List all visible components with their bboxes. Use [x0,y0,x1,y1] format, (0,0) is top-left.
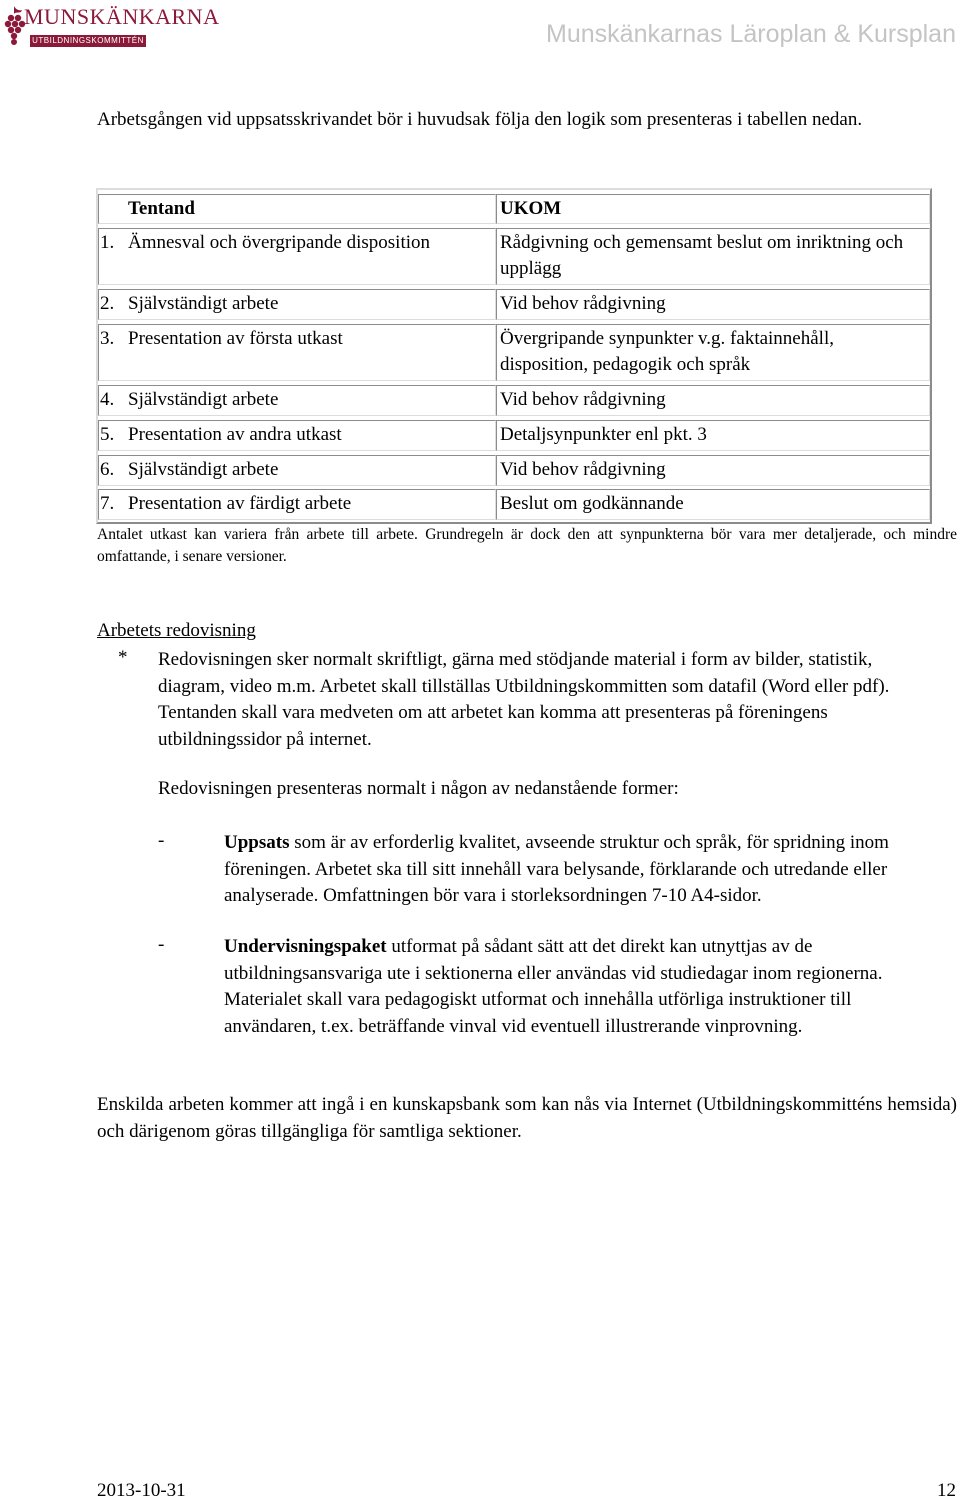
step-number: 3. [100,328,115,349]
column-header-tentand: Tentand [128,198,195,219]
term-undervisningspaket: Undervisningspaket [224,936,387,957]
logo [2,2,220,54]
table-note: Antalet utkast kan variera från arbete till arbete. Grundregeln är dock den att synpunkterna bör vara mer detaljerade, och mindre omfattande, i senare versioner. [97,526,957,565]
list-dash: - [158,934,165,955]
forms-intro: Redovisningen presenteras normalt i någon av nedanstående former: [158,778,679,799]
bullet-star: * [118,647,128,668]
step-tentand: Ämnesval och övergripande disposition [128,232,431,253]
step-number: 2. [100,293,115,314]
text-undervisningspaket: utformat på sådant sätt att det direkt kan utnyttjas av de utbildningsansvariga ute i sektionerna eller användas vid studiedagar inom regionerna. Materialet skall vara pedagogiskt utformat och innehålla utförliga instruktioner till användaren, t.ex. beträffande vinval vid eventuell illustrerande vinprovning. [224,936,883,1037]
list-item-undervisningspaket [224,934,914,1040]
step-tentand: Självständigt arbete [128,459,279,480]
step-tentand: Självständigt arbete [128,293,279,314]
section-title: Arbetets redovisning [97,620,256,641]
logo-text: MUNSKÄNKARNA [24,4,220,29]
step-ukom: Vid behov rådgivning [500,389,666,410]
step-number: 7. [100,493,115,514]
step-number: 1. [100,232,115,253]
list-dash: - [158,830,165,851]
step-ukom: Beslut om godkännande [500,493,684,514]
step-ukom: Detaljsynpunkter enl pkt. 3 [500,424,707,445]
step-tentand: Självständigt arbete [128,389,279,410]
step-ukom: Vid behov rådgivning [500,459,666,480]
step-tentand: Presentation av första utkast [128,328,343,349]
footer-date: 2013-10-31 [97,1480,186,1501]
step-number: 5. [100,424,115,445]
logo-subtitle: UTBILDNINGSKOMMITTÉN [30,35,146,47]
step-number: 6. [100,459,115,480]
page-number: 12 [937,1480,956,1501]
step-number: 4. [100,389,115,410]
text-uppsats: som är av erforderlig kvalitet, avseende struktur och språk, för spridning inom föreningen. Arbetet ska till sitt innehåll vara belysande, förklarande och utredande eller analyserade. Omfattningen bör vara i storleksordningen 7-10 A4-sidor. [224,832,889,906]
step-tentand: Presentation av andra utkast [128,424,342,445]
header-title: Munskänkarnas Läroplan & Kursplan [546,20,956,48]
step-tentand: Presentation av färdigt arbete [128,493,352,514]
term-uppsats: Uppsats [224,832,290,853]
step-ukom: Vid behov rådgivning [500,293,666,314]
closing-paragraph: Enskilda arbeten kommer att ingå i en kunskapsbank som kan nås via Internet (Utbildningskommitténs hemsida) och därigenom göras tillgängliga för samtliga sektioner. [97,1094,957,1142]
presentation-paragraph: Redovisningen sker normalt skriftligt, gärna med stödjande material i form av bilder, statistik, diagram, video m.m. Arbetet skall tillställas Utbildningskommitten som datafil (Word eller pdf). Tentanden skall vara medveten om att arbetet kan komma att presenteras på föreningens utbildningssidor på internet. [158,649,890,750]
list-item-uppsats [224,830,914,910]
step-ukom: Rådgivning och gemensamt beslut om inriktning och upplägg [500,232,904,279]
step-ukom: Övergripande synpunkter v.g. faktainnehåll, disposition, pedagogik och språk [500,328,834,375]
intro-paragraph: Arbetsgången vid uppsatsskrivandet bör i huvudsak följa den logik som presenteras i tabellen nedan. [97,109,863,130]
column-header-ukom: UKOM [500,198,562,219]
